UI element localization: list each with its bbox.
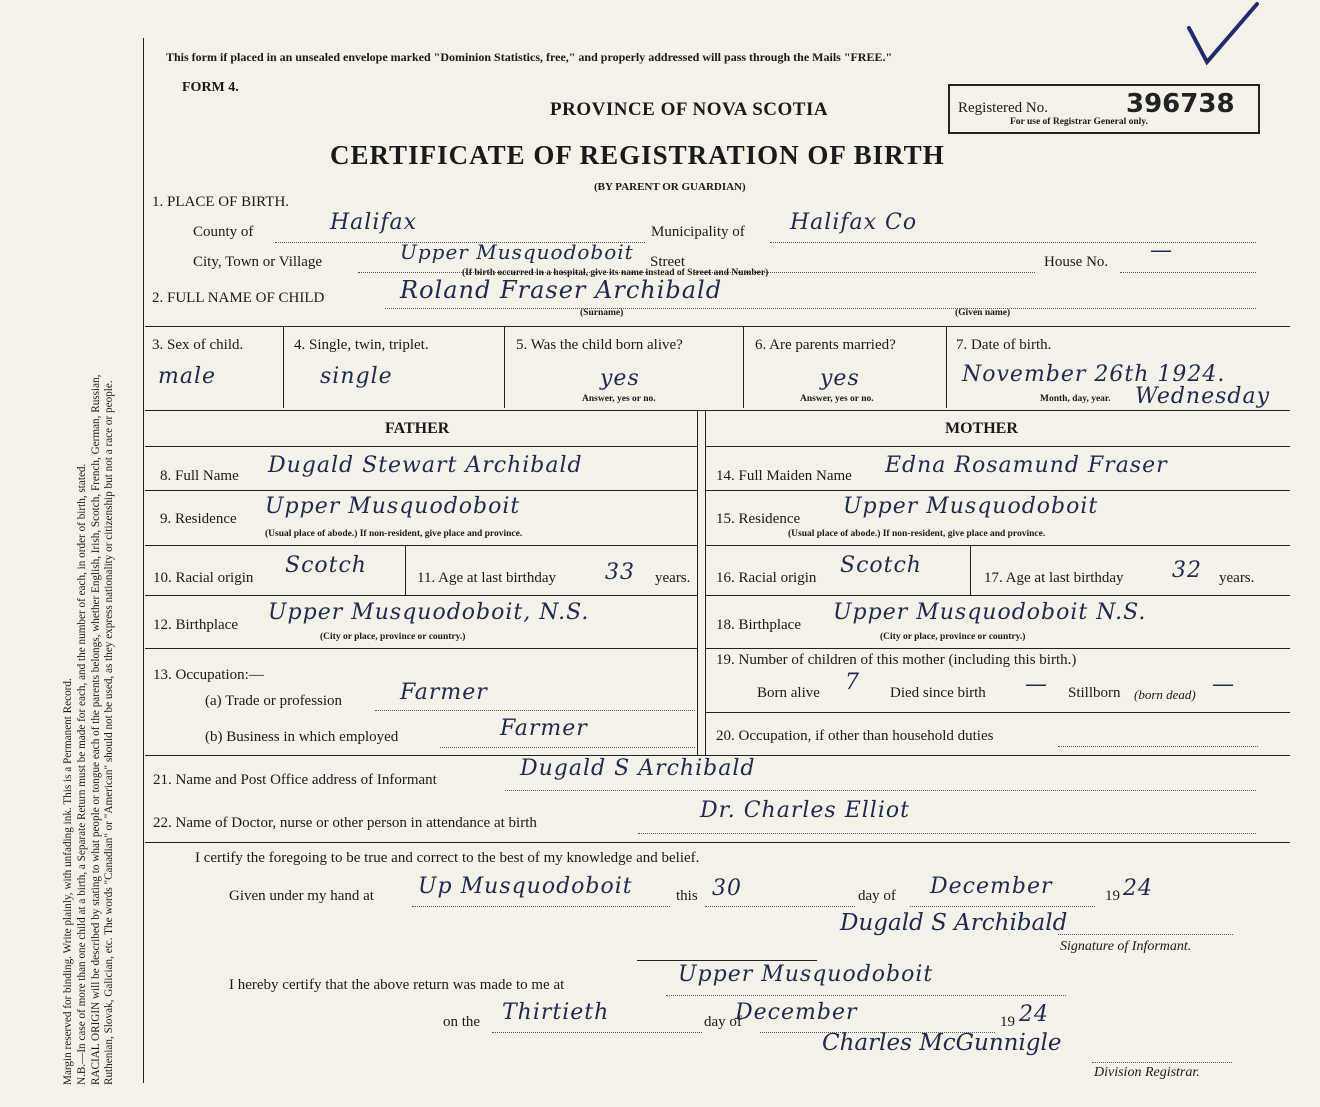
business-value: Farmer [500,716,588,741]
father-residence-label: 9. Residence [160,511,237,527]
registrar-signature-line [1092,1062,1232,1063]
rule [145,842,1290,843]
married-label: 6. Are parents married? [755,337,896,353]
weekday-value: Wednesday [1135,384,1271,409]
single-label: 4. Single, twin, triplet. [294,337,429,353]
registered-box [948,84,1260,134]
rule [705,490,1290,491]
document-title: CERTIFICATE OF REGISTRATION OF BIRTH [330,140,945,170]
trade-line [375,710,695,711]
mother-age-value: 32 [1172,558,1202,583]
divider [705,410,706,755]
informant-label: 21. Name and Post Office address of Informant [153,772,437,788]
signature-line [1058,934,1233,935]
registered-note: For use of Registrar General only. [1010,117,1148,127]
certify-year: 24 [1123,876,1153,901]
margin-rule [143,38,144,1083]
registrar-day-line [492,1032,702,1033]
divider [743,326,744,408]
rule [145,326,1290,327]
given-place-line [412,906,670,907]
mother-residence-value: Upper Musquodoboit [843,494,1099,519]
father-racial-value: Scotch [285,553,367,578]
dob-label: 7. Date of birth. [956,337,1052,353]
mother-name-value: Edna Rosamund Fraser [885,453,1168,478]
registrar-year: 24 [1019,1002,1049,1027]
father-racial-label: 10. Racial origin [153,570,254,586]
house-value: — [1150,238,1173,263]
province-heading: PROVINCE OF NOVA SCOTIA [550,99,829,120]
side-note-line: Margin reserved for binding. Write plainly, with unfading ink. This is a Permanent Record. [62,678,74,1085]
divider [283,326,284,408]
rule [145,545,697,546]
informant-signature-caption: Signature of Informant. [1060,939,1192,954]
rule [705,545,1290,546]
rule [145,648,697,649]
form-number: FORM 4. [182,80,239,95]
certify-month: December [930,874,1053,899]
municipality-line [770,242,1256,243]
divider [970,545,971,595]
stillborn-label: Stillborn [1068,685,1121,701]
mother-age-label: 17. Age at last birthday [984,570,1124,586]
registrar-place: Upper Musquodoboit [678,962,934,987]
registrar-signature: Charles McGunnigle [822,1030,1062,1056]
on-the-label: on the [443,1014,481,1030]
father-heading: FATHER [385,420,450,437]
registrar-place-line [666,995,1066,996]
certify-statement: I certify the foregoing to be true and correct to the best of my knowledge and belief. [195,850,700,866]
died-label: Died since birth [890,685,986,701]
side-note-line: Ruthenian, Slovak, Galician, etc. The words "Canadian" or "American" should not be used, as they express nationality or citizenship but not a race or people. [103,380,116,1085]
alive-label: 5. Was the child born alive? [516,337,683,353]
registrar-day: Thirtieth [502,1000,610,1025]
father-name-label: 8. Full Name [160,468,239,484]
registrar-year-prefix: 19 [1000,1014,1015,1030]
rule [705,446,1290,447]
father-residence-note: (Usual place of abode.) If non-resident, give place and province. [265,529,523,539]
rule [705,595,1290,596]
mother-racial-label: 16. Racial origin [716,570,817,586]
rule [145,446,697,447]
mother-heading: MOTHER [945,420,1018,437]
county-value: Halifax [330,210,418,235]
mother-occupation-label: 20. Occupation, if other than household duties [716,728,994,744]
day-of-label: day of [858,888,896,904]
registered-number: 396738 [1126,89,1235,119]
informant-line [505,790,1256,791]
sex-label: 3. Sex of child. [152,337,244,353]
mother-birthplace-label: 18. Birthplace [716,617,801,633]
given-place-value: Up Musquodoboit [418,874,633,899]
city-value: Upper Musquodoboit [400,240,634,264]
given-label: Given under my hand at [229,888,374,904]
born-alive-label: Born alive [757,685,820,701]
stillborn-note: (born dead) [1134,687,1196,702]
registrar-day-of-label: day of [704,1014,742,1030]
side-note-line: RACIAL ORIGIN will be described by stating to what people or tongue each of the parents belongs, whether English, Irish, Scotch, French, German, Russian, [89,374,102,1085]
alive-note: Answer, yes or no. [582,394,656,404]
dob-value: November 26th 1924. [962,362,1226,387]
stillborn-value: — [1212,672,1235,697]
informant-signature: Dugald S Archibald [840,910,1068,936]
rule [637,960,817,961]
mother-birthplace-value: Upper Musquodoboit N.S. [833,600,1147,625]
year-prefix: 19 [1105,888,1120,904]
top-notice: This form if placed in an unsealed envelope marked "Dominion Statistics, free," and properly addressed will pass through the Mails "FREE." [166,50,893,64]
dob-note: Month, day, year. [1040,394,1111,404]
doctor-line [638,833,1256,834]
died-value: — [1025,672,1048,697]
born-alive-value: 7 [845,670,860,695]
children-label: 19. Number of children of this mother (including this birth.) [716,652,1077,668]
married-value: yes [820,366,860,391]
this-label: this [676,888,698,904]
day-line [705,906,855,907]
month-line [910,906,1095,907]
municipality-label: Municipality of [651,224,745,240]
house-label: House No. [1044,254,1109,270]
doctor-label: 22. Name of Doctor, nurse or other person in attendance at birth [153,815,537,831]
father-years: years. [655,570,691,586]
rule [705,712,1290,713]
registrar-statement: I hereby certify that the above return was made to me at [229,977,565,993]
county-label: County of [193,224,254,240]
child-name-value: Roland Fraser Archibald [400,276,723,304]
trade-value: Farmer [400,680,488,705]
father-residence-value: Upper Musquodoboit [265,494,521,519]
surname-note: (Surname) [580,308,624,318]
trade-label: (a) Trade or profession [205,693,343,709]
checkmark-icon [1185,0,1265,80]
divider [504,326,505,408]
divider [946,326,947,408]
single-value: single [320,364,393,389]
child-name-label: 2. FULL NAME OF CHILD [152,290,325,306]
rule [145,410,1290,411]
registrar-caption: Division Registrar. [1094,1065,1200,1080]
business-line [440,747,695,748]
municipality-value: Halifax Co [790,210,918,235]
occupation-label: 13. Occupation:— [153,667,264,683]
rule [145,595,697,596]
place-of-birth-heading: 1. PLACE OF BIRTH. [152,194,290,210]
sex-value: male [158,364,217,389]
side-margin-notes [62,45,117,1085]
rule [145,490,697,491]
mother-name-label: 14. Full Maiden Name [716,468,852,484]
street-label: Street [650,254,685,270]
married-note: Answer, yes or no. [800,394,874,404]
mother-residence-label: 15. Residence [716,511,801,527]
divider [405,545,406,595]
informant-value: Dugald S Archibald [520,756,756,781]
house-line [1120,272,1256,273]
mother-years: years. [1219,570,1255,586]
doctor-value: Dr. Charles Elliot [700,798,910,823]
father-age-label: 11. Age at last birthday [417,570,556,586]
mother-occupation-line [1058,746,1258,747]
mother-residence-note: (Usual place of abode.) If non-resident, give place and province. [788,529,1046,539]
father-birthplace-label: 12. Birthplace [153,617,238,633]
city-label: City, Town or Village [193,254,323,270]
registered-label: Registered No. [958,100,1048,116]
divider [697,410,698,755]
given-name-note: (Given name) [955,308,1011,318]
registrar-month: December [735,1000,858,1025]
side-note-line: N.B.—In case of more than one child at a birth, a Separate Return must be made for each, and the number of each, in order of birth, stated. [75,463,88,1085]
father-name-value: Dugald Stewart Archibald [268,453,583,478]
child-name-line [385,308,1256,309]
rule [705,648,1290,649]
father-birthplace-value: Upper Musquodoboit, N.S. [268,600,590,625]
mother-racial-value: Scotch [840,553,922,578]
father-age-value: 33 [605,560,635,585]
certify-day: 30 [712,876,742,901]
father-birthplace-note: (City or place, province or country.) [320,632,466,642]
business-label: (b) Business in which employed [205,729,399,745]
alive-value: yes [600,366,640,391]
mother-birthplace-note: (City or place, province or country.) [880,632,1026,642]
hospital-note: (If birth occurred in a hospital, give its name instead of Street and Number) [462,268,769,278]
document-subtitle: (BY PARENT OR GUARDIAN) [594,181,746,193]
